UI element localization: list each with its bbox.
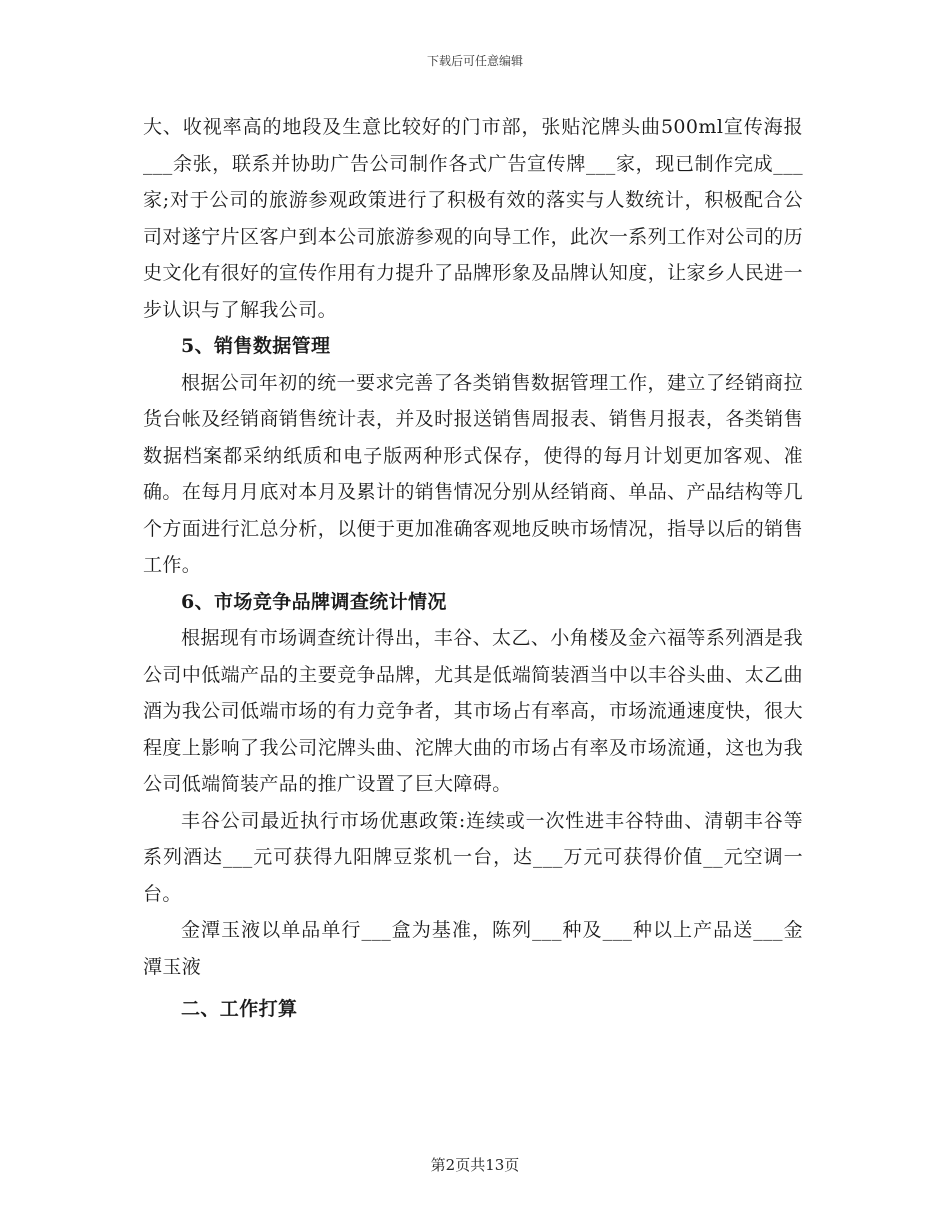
paragraph-sales-data: 根据公司年初的统一要求完善了各类销售数据管理工作，建立了经销商拉货台帐及经销商销售统计表，并及时报送销售周报表、销售月报表，各类销售数据档案都采纳纸质和电子版两种形式保存，使得的每月计划更加客观、准确。在每月月底对本月及累计的销售情况分别从经销商、单品、产品结构等几个方面进行汇总分析，以便于更加准确客观地反映市场情况，指导以后的销售工作。 [143,371,803,576]
section-heading-work-plan: 二、工作打算 [181,998,298,1020]
section-heading-sales-data: 5、销售数据管理 [181,335,331,357]
page-footer-page-number: 第2页共13页 [430,1156,520,1174]
paragraph-continued: 大、收视率高的地段及生意比较好的门市部，张贴沱牌头曲500ml宣传海报___余张，联系并协助广告公司制作各式广告宣传牌___家，现已制作完成___家;对于公司的旅游参观政策进行了积极有效的落实与人数统计，积极配合公司对遂宁片区客户到本公司旅游参观的向导工作，此次一系列工作对公司的历史文化有很好的宣传作用有力提升了品牌形象及品牌认知度，让家乡人民进一步认识与了解我公司。 [143,116,803,321]
page-header-note: 下载后可任意编辑 [426,54,523,68]
document-body [143,109,803,1028]
section-heading-competition: 6、市场竞争品牌调查统计情况 [181,590,447,613]
paragraph-competition-survey: 根据现有市场调查统计得出，丰谷、太乙、小角楼及金六福等系列酒是我公司中低端产品的主要竞争品牌，尤其是低端简装酒当中以丰谷头曲、太乙曲酒为我公司低端市场的有力竞争者，其市场占有率高，市场流通速度快，很大程度上影响了我公司沱牌头曲、沱牌大曲的市场占有率及市场流通，这也为我公司低端简装产品的推广设置了巨大障碍。 [143,627,803,795]
paragraph-jintan-policy: 金潭玉液以单品单行___盒为基准，陈列___种及___种以上产品送___金潭玉液 [143,919,803,978]
paragraph-fenggu-policy: 丰谷公司最近执行市场优惠政策:连续或一次性进丰谷特曲、清朝丰谷等系列酒达___元可获得九阳牌豆浆机一台，达___万元可获得价值__元空调一台。 [143,809,803,905]
